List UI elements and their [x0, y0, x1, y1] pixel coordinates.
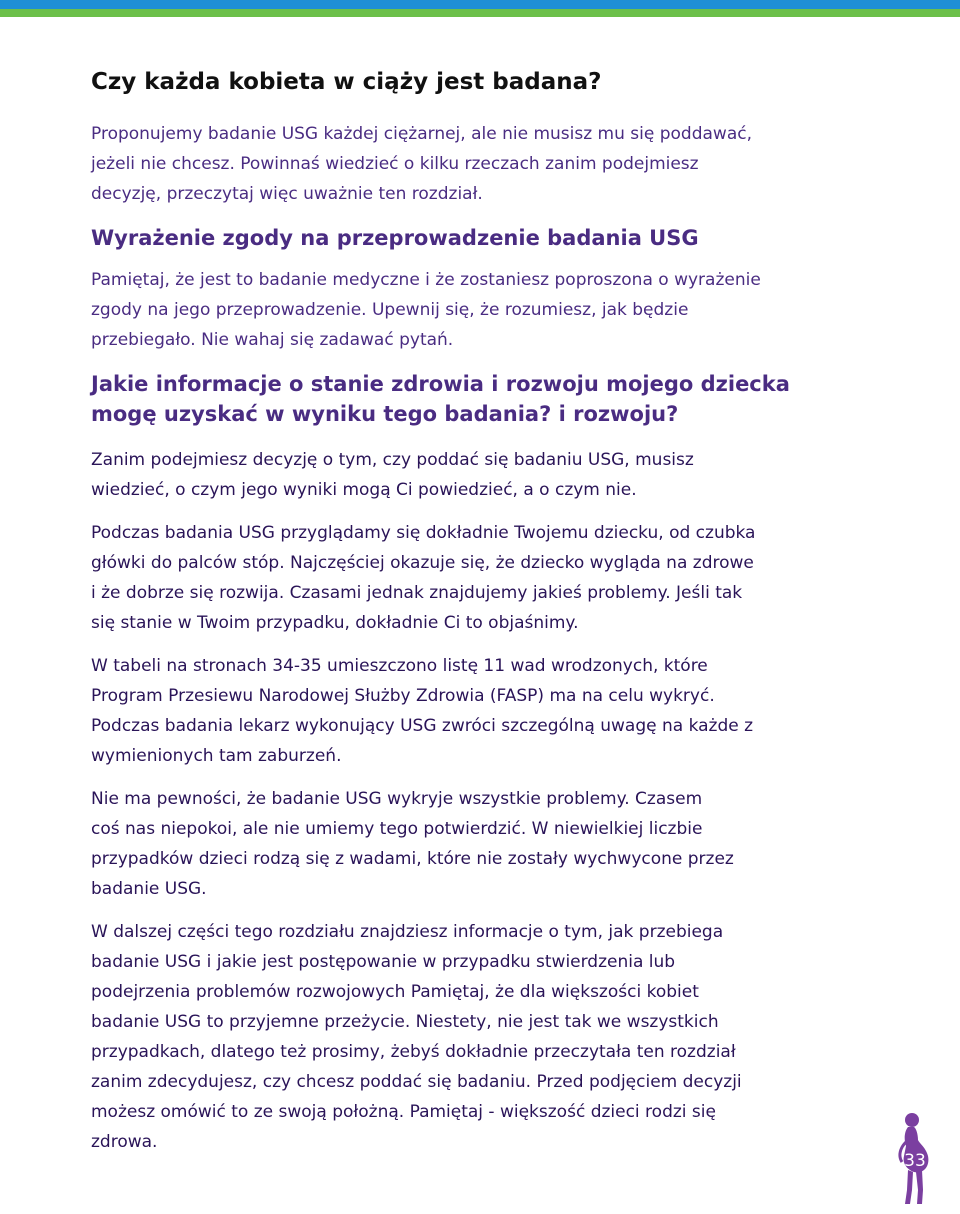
paragraph-consent: Pamiętaj, że jest to badanie medyczne i że zostaniesz poproszona o wyrażenie zgody na jego przeprowadzenie. Upewnij się, że rozumiesz, jak będzie przebiegało. Nie wahaj się zadawać pytań. [91, 270, 761, 350]
page-number: 33 [904, 1151, 926, 1171]
paragraph-decision: Zanim podejmiesz decyzję o tym, czy poddać się badaniu USG, musisz wiedzieć, o czym jego wyniki mogą Ci powiedzieć, a o czym nie. [91, 450, 694, 500]
top-bar-blue [0, 0, 960, 9]
top-bar-green [0, 9, 960, 17]
paragraph-examination: Podczas badania USG przyglądamy się dokładnie Twojemu dziecku, od czubka główki do palców stóp. Najczęściej okazuje się, że dziecko wygląda na zdrowe i że dobrze się rozwija. Czasami jednak znajdujemy jakieś problemy. Jeśli tak się stanie w Twoim przypadku, dokładnie Ci to objaśnimy. [91, 523, 756, 633]
page-content [91, 66, 851, 1157]
section-title-information: Jakie informacje o stanie zdrowia i rozwoju mojego dziecka mogę uzyskać w wyniku tego badania? i rozwoju? [91, 372, 790, 426]
paragraph-table-reference: W tabeli na stronach 34-35 umieszczono listę 11 wad wrodzonych, które Program Przesiewu Narodowej Służby Zdrowia (FASP) ma na celu wykryć. Podczas badania lekarz wykonujący USG zwróci szczególną uwagę na każde z wymienionych tam zaburzeń. [91, 656, 754, 766]
section-title-consent: Wyrażenie zgody na przeprowadzenie badania USG [91, 226, 699, 250]
paragraph-limitations: Nie ma pewności, że badanie USG wykryje wszystkie problemy. Czasem coś nas niepokoi, ale nie umiemy tego potwierdzić. W niewielkiej liczbie przypadków dzieci rodzą się z wadami, które nie zostały wychwycone przez badanie USG. [91, 789, 734, 899]
section-title-screening: Czy każda kobieta w ciąży jest badana? [91, 69, 602, 95]
paragraph-further-info: W dalszej części tego rozdziału znajdziesz informacje o tym, jak przebiega badanie USG i jakie jest postępowanie w przypadku stwierdzenia lub podejrzenia problemów rozwojowych Pamiętaj, że dla większości kobiet badanie USG to przyjemne przeżycie. Niestety, nie jest tak we wszystkich przypadkach, dlatego też prosimy, żebyś dokładnie przeczytała ten rozdział zanim zdecydujesz, czy chcesz poddać się badaniu. Przed podjęciem decyzji możesz omówić to ze swoją położną. Pamiętaj - większość dzieci rodzi się zdrowa. [91, 922, 742, 1152]
paragraph-screening-intro: Proponujemy badanie USG każdej ciężarnej, ale nie musisz mu się poddawać, jeżeli nie chcesz. Powinnaś wiedzieć o kilku rzeczach zanim podejmiesz decyzję, przeczytaj więc uważnie ten rozdział. [91, 124, 752, 204]
